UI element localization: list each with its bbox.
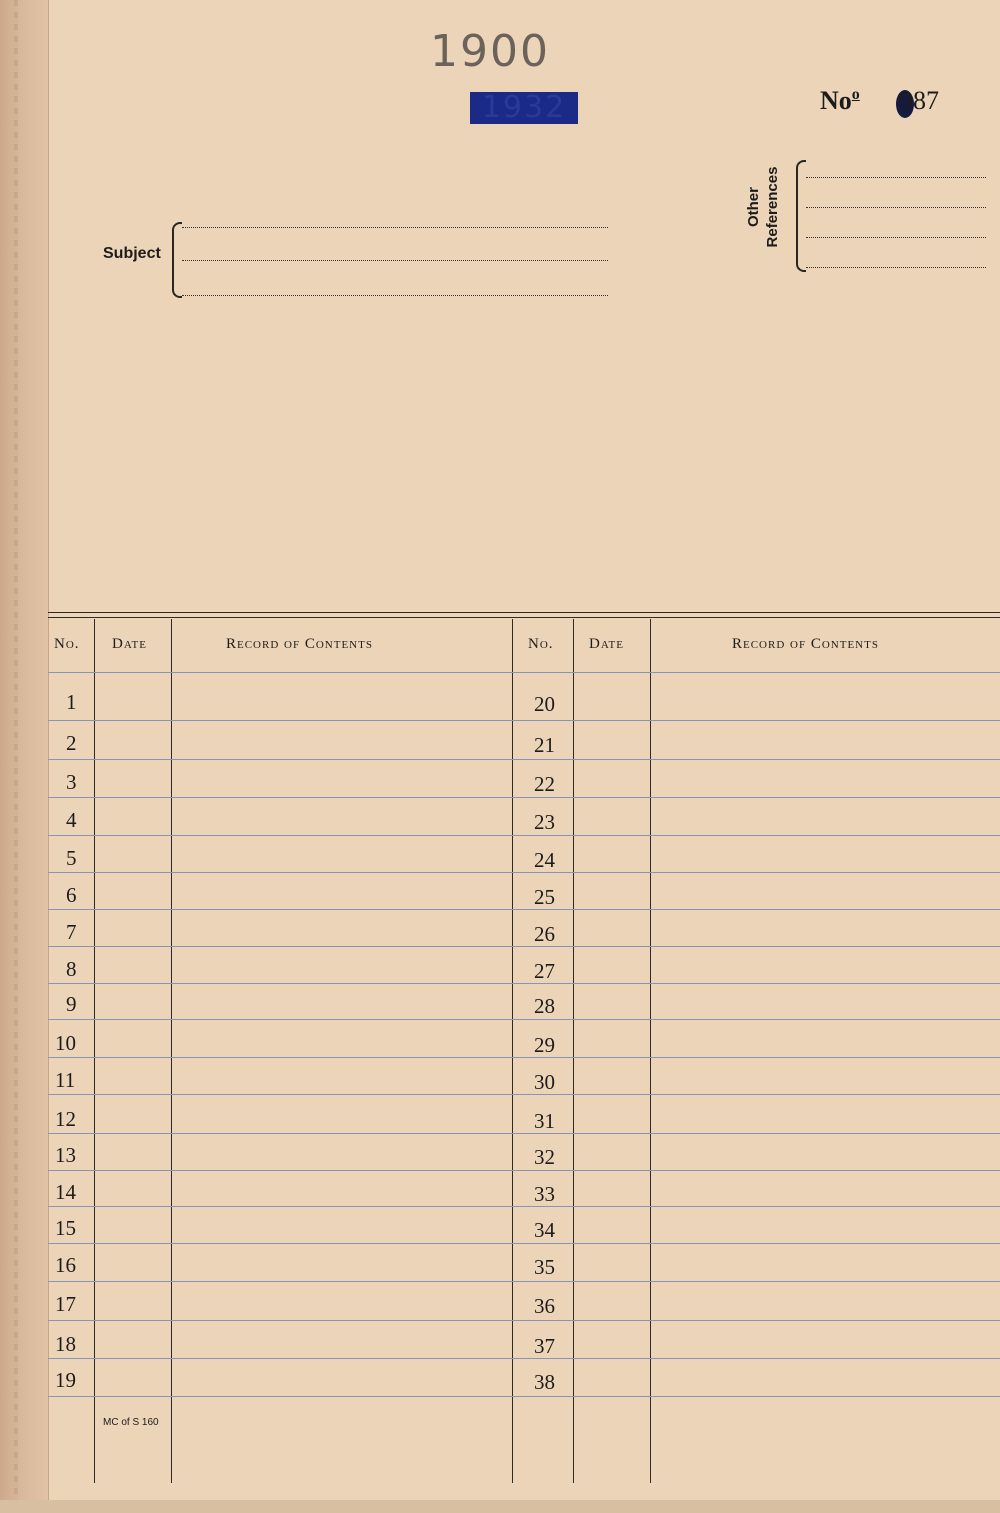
right-row-number: 38 [534, 1370, 555, 1394]
other-references-label-line1: Other [745, 187, 762, 228]
left-row-number: 15 [55, 1216, 76, 1240]
bottom-edge [0, 1500, 1000, 1513]
left-row-number: 5 [66, 846, 77, 870]
row-rule [48, 1243, 1000, 1244]
reference-line[interactable] [806, 237, 986, 238]
row-rule [48, 1396, 1000, 1397]
file-number-label-text: No [820, 86, 852, 115]
row-rule [48, 983, 1000, 984]
left-row-number: 19 [55, 1368, 76, 1392]
left-row-number: 3 [66, 770, 77, 794]
column-divider [573, 619, 574, 1483]
left-row-number: 8 [66, 957, 77, 981]
other-references-label-line2: References [764, 166, 781, 248]
row-rule [48, 946, 1000, 947]
row-rule [48, 797, 1000, 798]
left-row-number: 14 [55, 1180, 76, 1204]
spine-stitching [14, 0, 18, 1500]
row-rule [48, 1320, 1000, 1321]
column-divider [94, 619, 95, 1483]
left-row-number: 11 [55, 1068, 76, 1092]
form-code: MC of S 160 [103, 1417, 159, 1428]
right-row-number: 27 [534, 959, 555, 983]
right-row-number: 20 [534, 692, 555, 716]
file-number-label: No$^o$ [820, 86, 860, 115]
left-row-number: 12 [55, 1107, 76, 1131]
right-row-number: 23 [534, 810, 555, 834]
right-row-number: 24 [534, 848, 555, 872]
left-row-number: 18 [55, 1332, 76, 1356]
row-rule [48, 1358, 1000, 1359]
subject-bracket [172, 222, 182, 298]
right-no-header: No. [528, 636, 554, 652]
reference-line[interactable] [806, 207, 986, 208]
reference-line[interactable] [806, 267, 986, 268]
row-rule [48, 1019, 1000, 1020]
subject-line[interactable] [182, 227, 608, 228]
row-rule [48, 1281, 1000, 1282]
right-row-number: 36 [534, 1294, 555, 1318]
right-row-number: 22 [534, 772, 555, 796]
right-row-number: 33 [534, 1182, 555, 1206]
subject-label: Subject [103, 245, 161, 262]
right-row-number: 34 [534, 1218, 555, 1242]
row-rule [48, 1206, 1000, 1207]
table-top-rule [48, 617, 1000, 618]
references-bracket [796, 160, 806, 272]
right-row-number: 28 [534, 994, 555, 1018]
row-rule [48, 1170, 1000, 1171]
subject-line[interactable] [182, 295, 608, 296]
right-row-number: 21 [534, 733, 555, 757]
subject-line[interactable] [182, 260, 608, 261]
header-rule [48, 672, 1000, 673]
left-row-number: 13 [55, 1143, 76, 1167]
column-divider [650, 619, 651, 1483]
right-record-header: Record of Contents [732, 636, 879, 652]
left-no-header: No. [54, 636, 80, 652]
column-divider [512, 619, 513, 1483]
right-row-number: 25 [534, 885, 555, 909]
right-row-number: 31 [534, 1109, 555, 1133]
row-rule [48, 872, 1000, 873]
row-rule [48, 759, 1000, 760]
left-row-number: 6 [66, 883, 77, 907]
left-date-header: Date [112, 636, 147, 652]
row-rule [48, 909, 1000, 910]
column-divider [171, 619, 172, 1483]
right-row-number: 37 [534, 1334, 555, 1358]
right-row-number: 26 [534, 922, 555, 946]
right-row-number: 29 [534, 1033, 555, 1057]
overwritten-year: 1932 [470, 92, 578, 124]
right-date-header: Date [589, 636, 624, 652]
year-stamp: 1900 [430, 26, 550, 77]
file-number-value: 987 [900, 86, 939, 115]
row-rule [48, 1133, 1000, 1134]
row-rule [48, 1094, 1000, 1095]
left-row-number: 7 [66, 920, 77, 944]
right-row-number: 35 [534, 1255, 555, 1279]
left-row-number: 4 [66, 808, 77, 832]
left-row-number: 17 [55, 1292, 76, 1316]
row-rule [48, 720, 1000, 721]
row-rule [48, 835, 1000, 836]
left-row-number: 16 [55, 1253, 76, 1277]
right-row-number: 30 [534, 1070, 555, 1094]
left-row-number: 9 [66, 992, 77, 1016]
table-top-rule [48, 612, 1000, 613]
row-rule [48, 1057, 1000, 1058]
reference-line[interactable] [806, 177, 986, 178]
left-row-number: 10 [55, 1031, 76, 1055]
other-references-label [744, 152, 782, 262]
left-record-header: Record of Contents [226, 636, 373, 652]
left-row-number: 2 [66, 731, 77, 755]
binding-spine [0, 0, 49, 1500]
left-row-number: 1 [66, 690, 77, 714]
right-row-number: 32 [534, 1145, 555, 1169]
